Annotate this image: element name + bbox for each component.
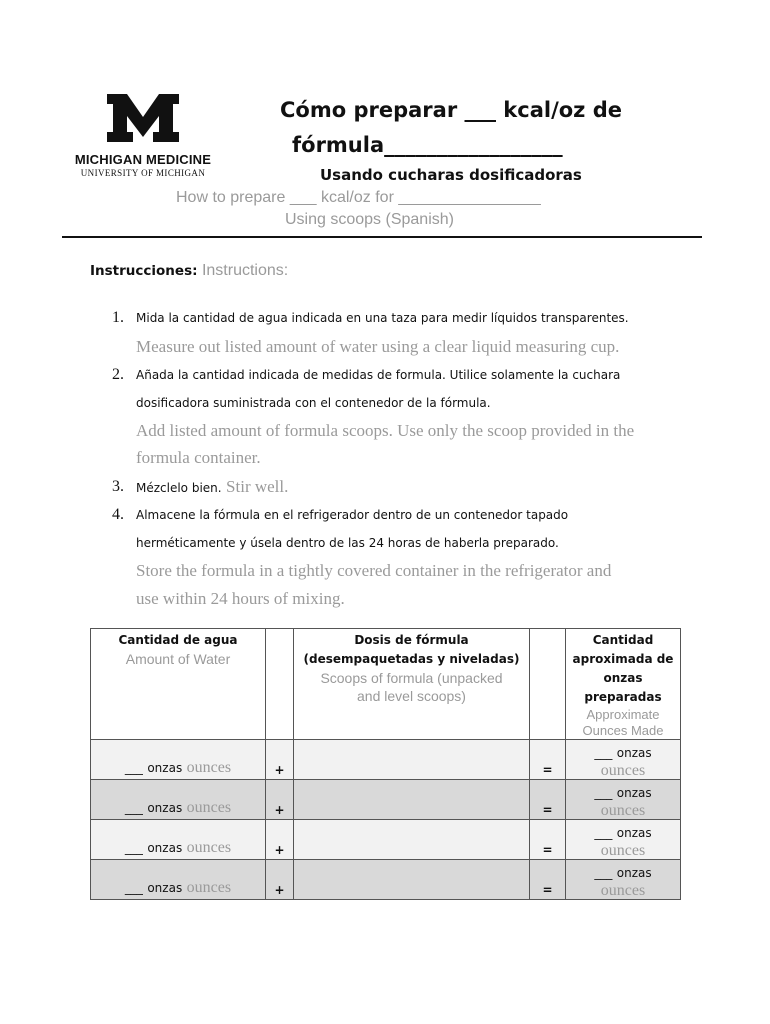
header-equals-spacer — [530, 629, 566, 740]
plus-sign: + — [266, 780, 294, 820]
scoops-cell — [294, 860, 530, 900]
water-cell — [91, 780, 266, 820]
header-made-en-1: Approximate — [586, 707, 660, 722]
equals-sign: = — [530, 820, 566, 860]
water-unit-es: onzas — [147, 841, 183, 855]
step-2-en-line-1: Add listed amount of formula scoops. Use only the scoop provided in the — [136, 421, 635, 440]
subtitle-spanish: Usando cucharas dosificadoras — [320, 166, 582, 184]
header-scoops — [294, 629, 530, 740]
step-4-en-line-2: use within 24 hours of mixing. — [136, 589, 345, 608]
ounces-made-cell — [566, 780, 681, 820]
step-3-en: Stir well. — [226, 477, 289, 496]
water-unit-en: ounces — [186, 839, 232, 856]
ounces-made-cell — [566, 820, 681, 860]
title-english-line-2: Using scoops (Spanish) — [285, 211, 454, 228]
made-unit-en: ounces — [600, 882, 646, 899]
header-scoops-es-1: Dosis de fórmula — [354, 633, 469, 647]
made-blank: ___ — [594, 786, 613, 800]
water-unit-en: ounces — [186, 799, 232, 816]
made-blank: ___ — [594, 866, 613, 880]
table-row — [91, 780, 681, 820]
step-2-en-line-2: formula container. — [136, 448, 261, 467]
plus-sign: + — [266, 740, 294, 780]
ounces-made-cell — [566, 860, 681, 900]
header-water — [91, 629, 266, 740]
water-unit-es: onzas — [147, 801, 183, 815]
made-unit-en: ounces — [600, 842, 646, 859]
water-unit-en: ounces — [186, 879, 232, 896]
scoops-cell — [294, 740, 530, 780]
water-unit-en: ounces — [186, 759, 232, 776]
header-plus-spacer — [266, 629, 294, 740]
title-spanish-line-2: fórmula_________________ — [292, 133, 563, 157]
made-unit-es: onzas — [616, 786, 652, 800]
header-water-en: Amount of Water — [125, 651, 231, 667]
plus-sign: + — [266, 820, 294, 860]
step-4-es-line-1: Almacene la fórmula en el refrigerador dentro de un contenedor tapado — [136, 508, 569, 522]
step-2-es-line-2: dosificadora suministrada con el contenedor de la fórmula. — [136, 396, 491, 410]
ounces-made-cell — [566, 740, 681, 780]
made-blank: ___ — [594, 826, 613, 840]
step-1-en: Measure out listed amount of water using a clear liquid measuring cup. — [136, 337, 620, 356]
step-3-es: Mézclelo bien. — [136, 481, 222, 495]
step-1-number: 1. — [112, 309, 124, 326]
header-made-es-2: aproximada de — [572, 652, 674, 666]
header-scoops-es-2: (desempaquetadas y niveladas) — [303, 652, 520, 666]
instructions-label-es: Instrucciones: — [90, 263, 198, 279]
water-cell — [91, 860, 266, 900]
header-made-en-2: Ounces Made — [582, 723, 664, 738]
instructions-label-en: Instructions: — [201, 262, 289, 279]
header-water-es: Cantidad de agua — [118, 633, 238, 647]
step-3-text — [136, 477, 288, 497]
water-blank: ___ — [124, 761, 143, 775]
header-divider — [62, 236, 702, 238]
equals-sign: = — [530, 860, 566, 900]
recipe-table — [90, 628, 680, 899]
table-header-row — [91, 629, 681, 740]
step-2-number: 2. — [112, 366, 124, 383]
equals-sign: = — [530, 780, 566, 820]
header-scoops-en-2: and level scoops) — [357, 688, 466, 704]
instructions-heading — [90, 262, 288, 280]
step-2-es-line-1: Añada la cantidad indicada de medidas de formula. Utilice solamente la cuchara — [136, 368, 621, 382]
block-m-icon — [105, 92, 181, 144]
header-made-es-3: onzas — [603, 671, 643, 685]
table-row — [91, 860, 681, 900]
water-blank: ___ — [124, 881, 143, 895]
step-1-es: Mida la cantidad de agua indicada en una taza para medir líquidos transparentes. — [136, 311, 629, 325]
water-unit-es: onzas — [147, 881, 183, 895]
made-unit-es: onzas — [616, 746, 652, 760]
table-row — [91, 740, 681, 780]
michigan-medicine-logo — [72, 92, 214, 182]
water-cell — [91, 740, 266, 780]
step-4-en-line-1: Store the formula in a tightly covered container in the refrigerator and — [136, 561, 612, 580]
equals-sign: = — [530, 740, 566, 780]
step-3-number: 3. — [112, 478, 124, 495]
scoops-cell — [294, 820, 530, 860]
header-made-es-1: Cantidad — [592, 633, 654, 647]
water-unit-es: onzas — [147, 761, 183, 775]
logo-subtitle: UNIVERSITY OF MICHIGAN — [80, 168, 206, 178]
title-spanish-line-1: Cómo preparar ___ kcal/oz de — [280, 98, 622, 122]
table-row — [91, 820, 681, 860]
title-english-line-1: How to prepare ___ kcal/oz for ________________ — [176, 189, 541, 206]
made-unit-en: ounces — [600, 802, 646, 819]
header-scoops-en-1: Scoops of formula (unpacked — [320, 670, 503, 686]
made-unit-en: ounces — [600, 762, 646, 779]
logo-name: MICHIGAN MEDICINE — [74, 152, 212, 167]
step-4-es-line-2: herméticamente y úsela dentro de las 24 horas de haberla preparado. — [136, 536, 559, 550]
made-unit-es: onzas — [616, 826, 652, 840]
water-blank: ___ — [124, 841, 143, 855]
header-made-es-4: preparadas — [584, 690, 662, 704]
made-unit-es: onzas — [616, 866, 652, 880]
made-blank: ___ — [594, 746, 613, 760]
scoops-cell — [294, 780, 530, 820]
water-blank: ___ — [124, 801, 143, 815]
plus-sign: + — [266, 860, 294, 900]
header-ounces-made — [566, 629, 681, 740]
step-4-number: 4. — [112, 506, 124, 523]
water-cell — [91, 820, 266, 860]
